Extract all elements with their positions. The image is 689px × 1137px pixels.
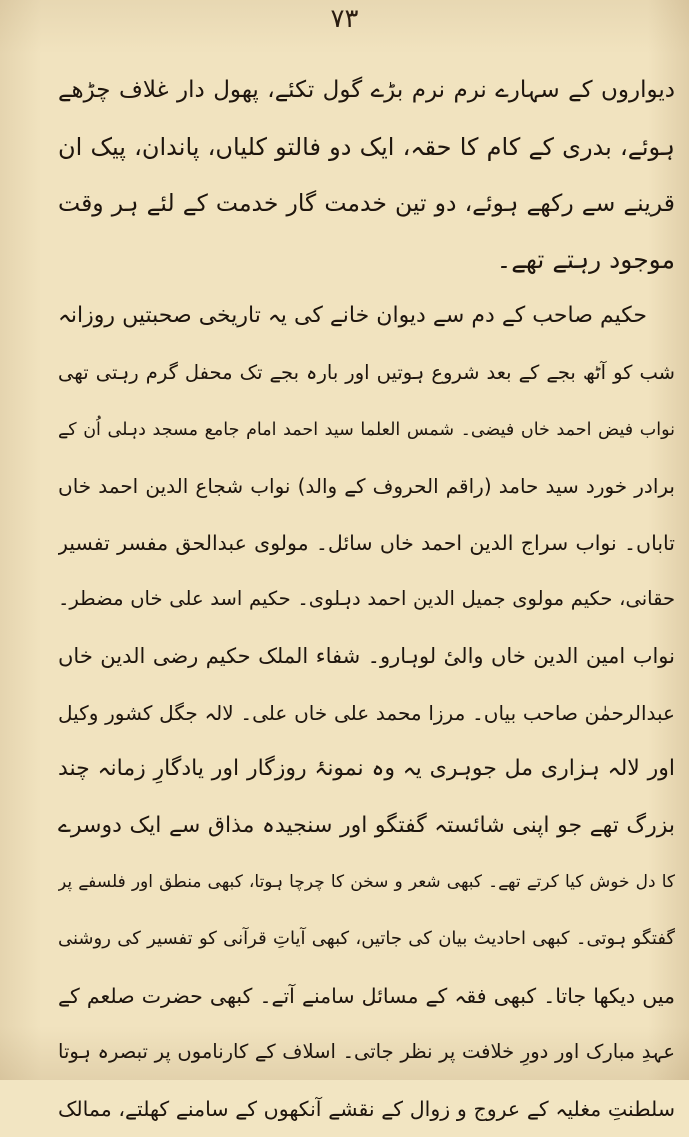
text-line: حقانی، حکیم مولوی جمیل الدین احمد دہلوی۔ حکیم اسد علی خاں مضطر۔ bbox=[58, 587, 675, 611]
text-line: نواب امین الدین خاں والیٔ لوہارو۔ شفاء الملک حکیم رضی الدین خاں bbox=[58, 643, 675, 668]
text-line: کا دل خوش کیا کرتے تھے۔ کبھی شعر و سخن کا چرچا ہوتا، کبھی منطق اور فلسفے پر bbox=[58, 872, 675, 893]
text-line: گفتگو ہوتی۔ کبھی احادیث بیان کی جاتیں، کبھی آیاتِ قرآنی کو تفسیر کی روشنی bbox=[58, 927, 675, 949]
text-line: اور لالہ ہزاری مل جوہری یہ وہ نمونۂ روزگار اور یادگارِ زمانہ چند bbox=[58, 756, 675, 782]
page-number: ۷۳ bbox=[330, 4, 359, 34]
text-line: دیواروں کے سہارے نرم نرم بڑے گول تکئے، پھول دار غلاف چڑھے bbox=[58, 77, 675, 103]
text-line: شب کو آٹھ بجے کے بعد شروع ہوتیں اور بارہ بجے تک محفل گرم رہتی تھی bbox=[58, 360, 675, 384]
text-line: سلطنتِ مغلیہ کے عروج و زوال کے نقشے آنکھوں کے سامنے کھلتے، ممالک bbox=[58, 1096, 675, 1121]
body-text bbox=[58, 62, 675, 1137]
text-line: عہدِ مبارک اور دورِ خلافت پر نظر جاتی۔ اسلاف کے کارناموں پر تبصرہ ہوتا bbox=[58, 1040, 675, 1064]
text-line: قرینے سے رکھے ہوئے، دو تین خدمت گار خدمت کے لئے ہر وقت bbox=[58, 189, 675, 218]
text-line: تاباں۔ نواب سراج الدین احمد خاں سائل۔ مولوی عبدالحق مفسر تفسیر bbox=[58, 530, 675, 555]
text-line: بزرگ تھے جو اپنی شائستہ گفتگو اور سنجیدہ مذاق سے ایک دوسرے bbox=[58, 812, 675, 838]
paragraph-start-line: حکیم صاحب کے دم سے دیوان خانے کی یہ تاریخی صحبتیں روزانہ bbox=[58, 303, 647, 329]
text-line: موجود رہتے تھے۔ bbox=[496, 244, 675, 274]
text-line: عبدالرحمٰن صاحب بیاں۔ مرزا محمد علی خاں علی۔ لالہ جگل کشور وکیل bbox=[58, 700, 675, 725]
text-line: نواب فیض احمد خاں فیضی۔ شمس العلما سید احمد امام جامع مسجد دہلی اُن کے bbox=[58, 419, 675, 440]
text-line: ہوئے، بدری کے کام کا حقہ، ایک دو فالتو کلیاں، پاندان، پیک ان bbox=[58, 132, 675, 161]
text-line: میں دیکھا جاتا۔ کبھی فقہ کے مسائل سامنے آتے۔ کبھی حضرت صلعم کے bbox=[58, 983, 675, 1008]
text-line: برادر خورد سید حامد (راقم الحروف کے والد) نواب شجاع الدین احمد خاں bbox=[58, 474, 675, 499]
